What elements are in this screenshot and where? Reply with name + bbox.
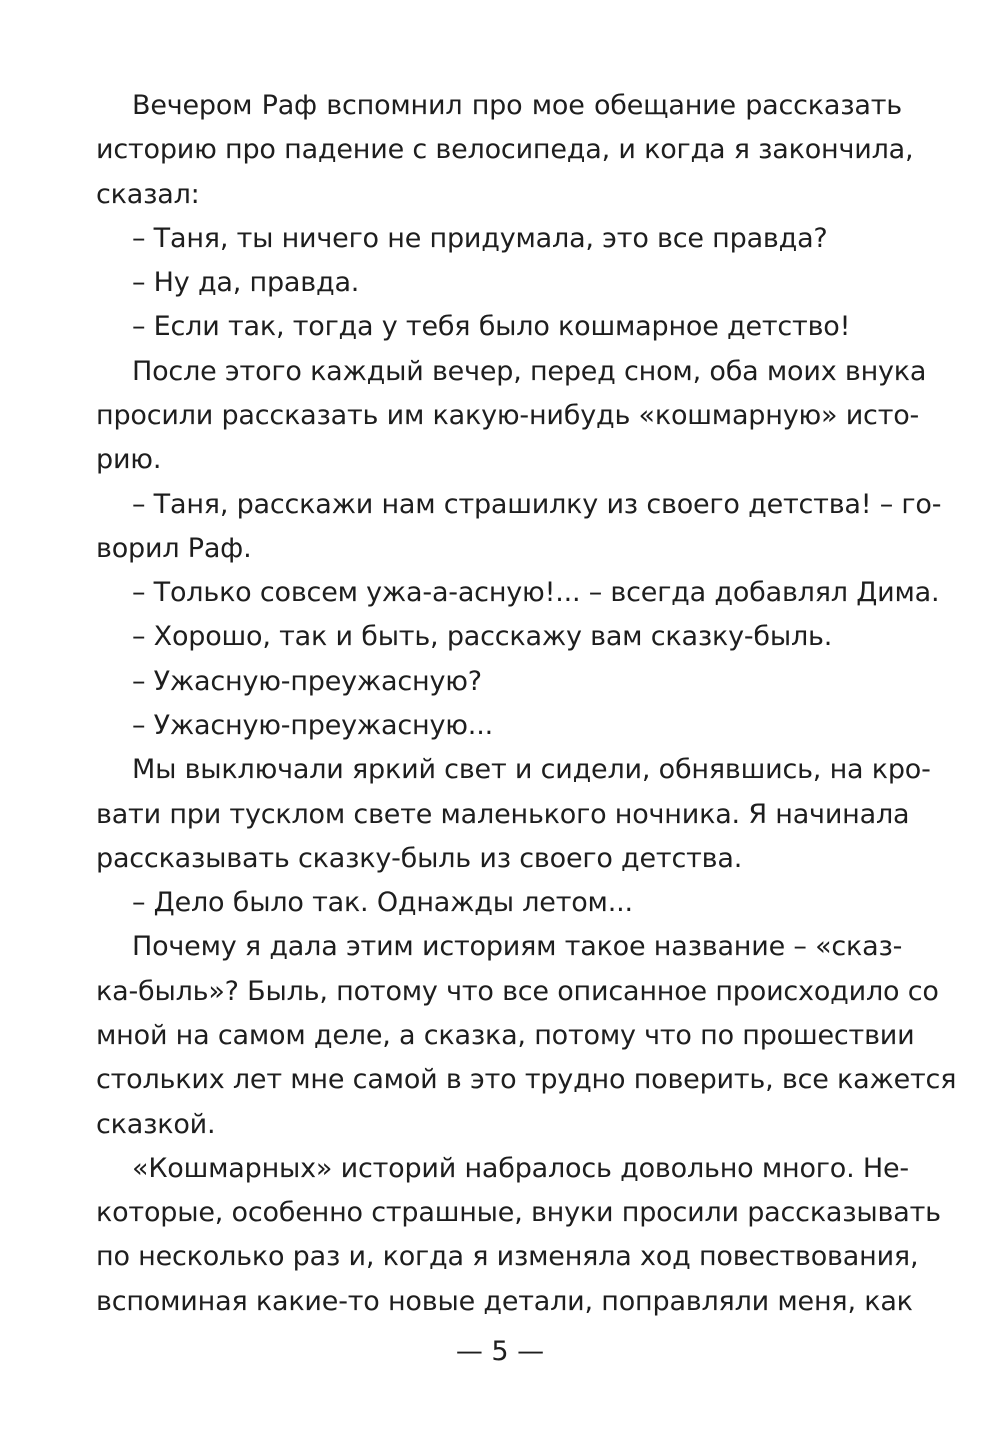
text-line: ворил Раф. (96, 533, 252, 564)
text-line: ка-быль»? Быль, потому что все описанное происходило со (96, 976, 939, 1007)
text-line: – Ну да, правда. (132, 267, 360, 298)
text-line: – Если так, тогда у тебя было кошмарное детство! (132, 311, 851, 342)
page-number: — 5 — (455, 1336, 545, 1367)
text-line: – Хорошо, так и быть, расскажу вам сказку-быль. (132, 621, 833, 652)
text-line: После этого каждый вечер, перед сном, оба моих внука (132, 356, 927, 387)
text-line: историю про падение с велосипеда, и когда я закончила, (96, 134, 914, 165)
text-line: – Таня, расскажи нам страшилку из своего детства! – го- (132, 489, 942, 520)
text-line: рию. (96, 444, 162, 475)
text-line: стольких лет мне самой в это трудно поверить, все кажется (96, 1064, 957, 1095)
text-line: сказал: (96, 179, 200, 210)
text-line: – Ужасную-преужасную? (132, 666, 482, 697)
text-line: – Только совсем ужа-а-асную!... – всегда добавлял Дима. (132, 577, 940, 608)
text-line: по несколько раз и, когда я изменяла ход повествования, (96, 1241, 919, 1272)
text-line: – Таня, ты ничего не придумала, это все правда? (132, 223, 828, 254)
text-line: вати при тусклом свете маленького ночника. Я начинала (96, 799, 910, 830)
text-line: сказкой. (96, 1109, 216, 1140)
text-line: вспоминая какие-то новые детали, поправляли меня, как (96, 1286, 913, 1317)
text-line: рассказывать сказку-быль из своего детства. (96, 843, 743, 874)
text-line: Почему я дала этим историям такое название – «сказ- (132, 931, 903, 962)
text-line: Мы выключали яркий свет и сидели, обнявшись, на кро- (132, 754, 931, 785)
text-line: просили рассказать им какую-нибудь «кошмарную» исто- (96, 400, 920, 431)
text-line: – Ужасную-преужасную... (132, 710, 493, 741)
text-line: «Кошмарных» историй набралось довольно много. Не- (132, 1153, 909, 1184)
text-line: Вечером Раф вспомнил про мое обещание рассказать (132, 90, 902, 121)
text-line: мной на самом деле, а сказка, потому что по прошествии (96, 1020, 915, 1051)
text-line: – Дело было так. Однажды летом... (132, 887, 633, 918)
text-line: которые, особенно страшные, внуки просили рассказывать (96, 1197, 941, 1228)
